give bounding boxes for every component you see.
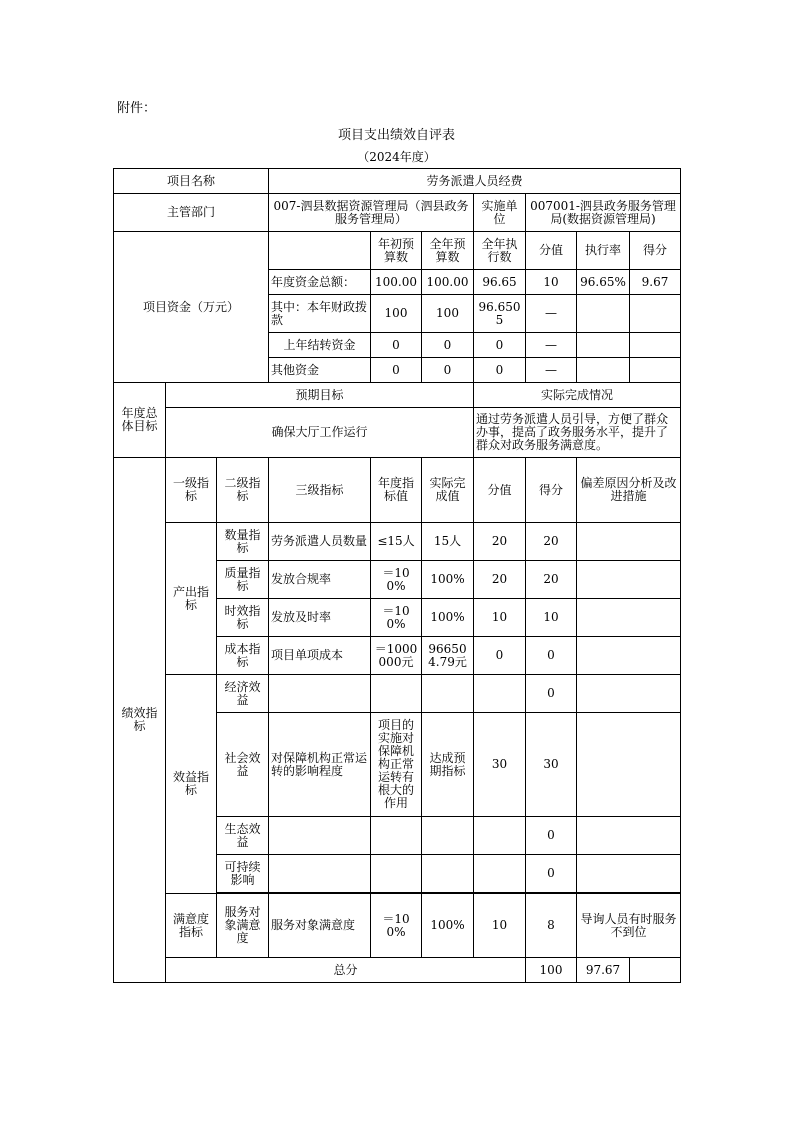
impl-label: 实施单位	[474, 194, 526, 232]
actual-result-header: 实际完成情况	[474, 383, 681, 408]
l3-cell: 发放合规率	[269, 561, 371, 599]
fund-row-label: 其他资金	[269, 358, 371, 383]
score-cell	[474, 675, 526, 713]
l2-cell: 服务对象满意度	[217, 894, 269, 958]
l2-cell: 社会效益	[217, 713, 269, 817]
l3-cell: 劳务派遣人员数量	[269, 523, 371, 561]
l2-cell: 可持续影响	[217, 855, 269, 893]
reason-cell	[577, 523, 681, 561]
fund-exec: 0	[474, 358, 526, 383]
got-cell: 8	[526, 894, 577, 958]
total-got: 97.67	[577, 958, 630, 983]
got-cell: 30	[526, 713, 577, 817]
col-got: 得分	[630, 232, 681, 270]
annual-goal-label: 年度总体目标	[114, 383, 166, 458]
fund-initial: 0	[371, 358, 422, 383]
perf-label: 绩效指标	[114, 458, 166, 983]
h-got: 得分	[526, 458, 577, 523]
fund-full: 100.00	[422, 270, 474, 295]
satisfaction-label: 满意度指标	[166, 894, 217, 958]
target-cell: ＝100%	[371, 561, 422, 599]
actual-cell: 15人	[422, 523, 474, 561]
output-label: 产出指标	[166, 523, 217, 675]
total-reason	[630, 958, 681, 983]
l2-cell: 时效指标	[217, 599, 269, 637]
got-cell: 10	[526, 599, 577, 637]
reason-cell	[577, 637, 681, 675]
fund-row-label: 其中：本年财政拨款	[269, 295, 371, 333]
actual-cell	[422, 817, 474, 855]
l3-cell: 对保障机构正常运转的影响程度	[269, 713, 371, 817]
l2-cell: 质量指标	[217, 561, 269, 599]
l3-cell: 项目单项成本	[269, 637, 371, 675]
score-cell	[474, 817, 526, 855]
target-cell: ≤15人	[371, 523, 422, 561]
actual-result-text: 通过劳务派遣人员引导，方便了群众办事，提高了政务服务水平，提升了群众对政务服务满意度。	[474, 408, 681, 458]
score-cell	[474, 855, 526, 893]
actual-cell	[422, 855, 474, 893]
col-executed: 全年执行数	[474, 232, 526, 270]
target-cell: ＝100%	[371, 599, 422, 637]
score-cell: 10	[474, 894, 526, 958]
l2-cell: 成本指标	[217, 637, 269, 675]
fund-exec: 96.65	[474, 270, 526, 295]
actual-cell: 100%	[422, 561, 474, 599]
actual-cell	[422, 675, 474, 713]
got-cell: 0	[526, 855, 577, 893]
evaluation-table	[113, 168, 681, 983]
fund-exec: 96.6505	[474, 295, 526, 333]
dept-label: 主管部门	[114, 194, 269, 232]
l3-cell	[269, 855, 371, 893]
score-cell: 30	[474, 713, 526, 817]
expected-goal-header: 预期目标	[166, 383, 474, 408]
score-cell: 20	[474, 523, 526, 561]
score-cell: 10	[474, 599, 526, 637]
page-title: 项目支出绩效自评表	[337, 128, 455, 143]
h-level3: 三级指标	[269, 458, 371, 523]
fund-row-label: 年度资金总额：	[269, 270, 371, 295]
score-cell: 0	[474, 637, 526, 675]
fund-full: 0	[422, 333, 474, 358]
fund-score: —	[526, 333, 577, 358]
fund-rate	[577, 358, 630, 383]
target-cell	[371, 855, 422, 893]
target-cell	[371, 817, 422, 855]
fund-got	[630, 358, 681, 383]
got-cell: 20	[526, 561, 577, 599]
h-reason: 偏差原因分析及改进措施	[577, 458, 681, 523]
actual-cell: 100%	[422, 599, 474, 637]
actual-cell: 966504.79元	[422, 637, 474, 675]
got-cell: 0	[526, 637, 577, 675]
fund-row-label: 上年结转资金	[269, 333, 371, 358]
year-label: （2024年度）	[357, 150, 436, 164]
col-full-budget: 全年预算数	[422, 232, 474, 270]
reason-cell	[577, 561, 681, 599]
h-score: 分值	[474, 458, 526, 523]
l2-cell: 生态效益	[217, 817, 269, 855]
h-level1: 一级指标	[166, 458, 217, 523]
got-cell: 20	[526, 523, 577, 561]
fund-got: 9.67	[630, 270, 681, 295]
got-cell: 0	[526, 675, 577, 713]
funds-label: 项目资金（万元）	[114, 232, 269, 383]
dept-value: 007-泗县数据资源管理局（泗县政务服务管理局）	[269, 194, 474, 232]
effect-label: 效益指标	[166, 675, 217, 894]
score-cell: 20	[474, 561, 526, 599]
l3-cell: 发放及时率	[269, 599, 371, 637]
actual-cell: 100%	[422, 894, 474, 958]
got-cell: 0	[526, 817, 577, 855]
target-cell	[371, 675, 422, 713]
attachment-label: 附件：	[117, 101, 157, 116]
l2-cell: 数量指标	[217, 523, 269, 561]
col-score: 分值	[526, 232, 577, 270]
fund-initial: 100.00	[371, 270, 422, 295]
total-label: 总分	[166, 958, 526, 983]
col-rate: 执行率	[577, 232, 630, 270]
target-cell: ＝100%	[371, 894, 422, 958]
fund-score: 10	[526, 270, 577, 295]
fund-score: —	[526, 358, 577, 383]
fund-rate	[577, 295, 630, 333]
reason-cell	[577, 713, 681, 817]
fund-initial: 0	[371, 333, 422, 358]
l2-cell: 经济效益	[217, 675, 269, 713]
project-name-value: 劳务派遣人员经费	[269, 169, 681, 194]
fund-rate: 96.65%	[577, 270, 630, 295]
expected-goal-text: 确保大厅工作运行	[166, 408, 474, 458]
project-name-label: 项目名称	[114, 169, 269, 194]
h-actual: 实际完成值	[422, 458, 474, 523]
l3-cell	[269, 675, 371, 713]
fund-score: —	[526, 295, 577, 333]
actual-cell: 达成预期指标	[422, 713, 474, 817]
l3-cell	[269, 817, 371, 855]
impl-value: 007001-泗县政务服务管理局(数据资源管理局)	[526, 194, 681, 232]
reason-cell: 导询人员有时服务不到位	[577, 894, 681, 958]
fund-exec: 0	[474, 333, 526, 358]
reason-cell	[577, 855, 681, 893]
fund-full: 0	[422, 358, 474, 383]
fund-initial: 100	[371, 295, 422, 333]
target-cell: 项目的实施对保障机构正常运转有根大的作用	[371, 713, 422, 817]
col-initial-budget: 年初预算数	[371, 232, 422, 270]
reason-cell	[577, 817, 681, 855]
fund-got	[630, 295, 681, 333]
fund-rate	[577, 333, 630, 358]
l3-cell: 服务对象满意度	[269, 894, 371, 958]
target-cell: ＝1000000元	[371, 637, 422, 675]
reason-cell	[577, 675, 681, 713]
h-level2: 二级指标	[217, 458, 269, 523]
fund-got	[630, 333, 681, 358]
total-score: 100	[526, 958, 577, 983]
fund-full: 100	[422, 295, 474, 333]
h-target: 年度指标值	[371, 458, 422, 523]
reason-cell	[577, 599, 681, 637]
